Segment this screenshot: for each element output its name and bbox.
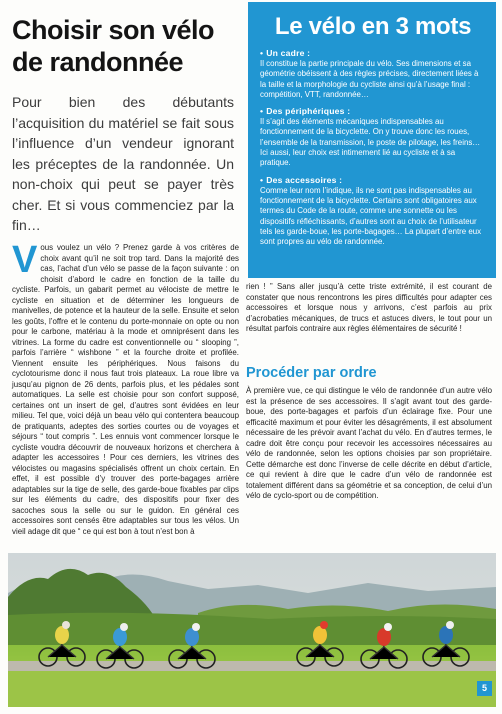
cyclists-photo bbox=[8, 553, 496, 707]
sidebar-box bbox=[248, 2, 496, 278]
article-title: Choisir son vélo de randonnée bbox=[12, 15, 215, 77]
body-column-right-top: rien ! ” Sans aller jusqu’à cette triste extrémité, il est courant de constater que nous rencontrons les pires difficultés pour adapter ces accessoires et lorsque nous y arrivons, c’est parfois au prix d’acrobaties mécaniques, de trucs et astuces divers, le tout pour un résultat parfois contraire aux règles élémentaires de sécurité ! bbox=[246, 282, 492, 333]
sidebar-text: Il s’agit des éléments mécaniques indispensables au fonctionnement de la bicyclette. On y trouve donc les roues, l’ensemble de la transmission, le poste de pilotage, les freins… Ici aussi, leur choix est intimement lié au cycliste et à sa pratique. bbox=[260, 117, 481, 168]
sidebar-title: Le vélo en 3 mots bbox=[274, 13, 472, 40]
bullet-icon: • bbox=[260, 106, 264, 117]
article-lead: Pour bien des débutants l’acquisition du matériel se fait sous l’influence d’un vendeur ignorant les préceptes de la randonnée. Un non-choix qui peut se payer très cher. Et si vous commenciez par la fin… bbox=[12, 94, 234, 233]
bullet-icon: • bbox=[260, 48, 264, 58]
sidebar-heading: Un cadre : bbox=[266, 48, 311, 58]
sidebar-section-peripheriques bbox=[260, 106, 486, 168]
drop-cap: V bbox=[12, 239, 38, 281]
sidebar-heading: Des périphériques : bbox=[266, 106, 351, 117]
sidebar-text: Il constitue la partie principale du vélo. Ses dimensions et sa géométrie obéissent à des règles précises, directement liées à la taille et la morphologie du cycliste ainsi qu’à l’usage final : compétition, VTT, randonnée… bbox=[260, 59, 479, 99]
sidebar-text: Comme leur nom l’indique, ils ne sont pas indispensables au fonctionnement de la bicyclette. Certains sont obligatoires aux termes du Code de la route, comme une sonnette ou les dispositifs réfléchissants, d’autres sont au choix de l’utilisateur tels les garde-boue, les porte-bagages… La plupart d’entre eux sont propres au vélo de randonnée. bbox=[260, 185, 482, 247]
sidebar-heading: Des accessoires : bbox=[266, 174, 343, 185]
body-column-right-bottom: À première vue, ce qui distingue le vélo de randonnée d’un autre vélo est la présence de ses accessoires. Il s’agit avant tout des garde-boue, des porte-bagages et parfois d’un éclairage fixe. Pour une efficacité maximum et pour éviter les désagréments, il est absolument nécessaire de les prévoir avant l’achat du vélo. En d’autres termes, le cadre doit être conçu pour recevoir les accessoires nécessaires au vélo de randonnée, selon les options choisies par son propriétaire. Cette démarche est donc l’inverse de celle décrite en début d’article, ce qui revient à dire que le cadre d’un vélo de randonnée est totalement différent dans sa géométrie et sa conception, de celui d’un vélo de cyclo-sport ou de compétition. bbox=[246, 386, 492, 500]
body-column-left bbox=[12, 239, 239, 537]
page-number: 5 bbox=[477, 681, 492, 696]
body-text: ous voulez un vélo ? Prenez garde à vos critères de choix avant qu’il ne soit trop tard. Dans la majorité des cas, l’achat d’un vélo se passe de la façon suivante : on choisit d’abord le cadre en fonction de la taille du cycliste. Parfois, un gabarit permet au vélociste de mettre le cycliste en situation et de déterminer les longueurs de manivelles, de potence et la hauteur de la selle. Ensuite et selon les goûts, l’offre et le contenu du porte-monnaie on opte ou non pour le carbone, matériau à la mode et omniprésent dans les vitrines. La forme du cadre est conventionnelle ou “ slooping ”, parfois l’arrière “ wishbone ” et la fourche droite et profilée. Viennent ensuite les périphériques. Nous faisons du cyclotourisme donc il nous faut trois plateaux. La roue libre va jusqu’au pignon de 26 dents, parfois plus, et les pédales sont automatiques. La selle est choisie pour son confort supposé, certaines ont un insert de gel, d’autres sont évidées en leur milieu. Tel que, voici déjà un beau vélo qui contentera beaucoup de pratiquants, adeptes des sorties courtes ou de voyages et séjours “ tout compris ”. Les ennuis vont commencer lorsque le cycliste voudra découvrir de nouveaux horizons et cherchera à adapter les accessoires ! Pour ces derniers, les vitrines des vélocistes ou magasins spécialisés offrent un choix certain. En effet, il est possible d’y trouver des porte-bagages arrière adaptables sur la tige de selle, des garde-boue fixables par clips sur les éléments du cadre, des dispositifs pour fixer des sacoches sous la selle ou sur le guidon. En général ces accessoires sont censés être adaptables sur tous les vélos. Un vieil adage dit que “ ce qui est bon à tout n’est bon à bbox=[12, 243, 239, 536]
bullet-icon: • bbox=[260, 174, 264, 185]
sidebar-section-cadre bbox=[260, 48, 486, 100]
sidebar-section-accessoires bbox=[260, 175, 486, 248]
section-title: Procéder par ordre bbox=[246, 365, 377, 381]
